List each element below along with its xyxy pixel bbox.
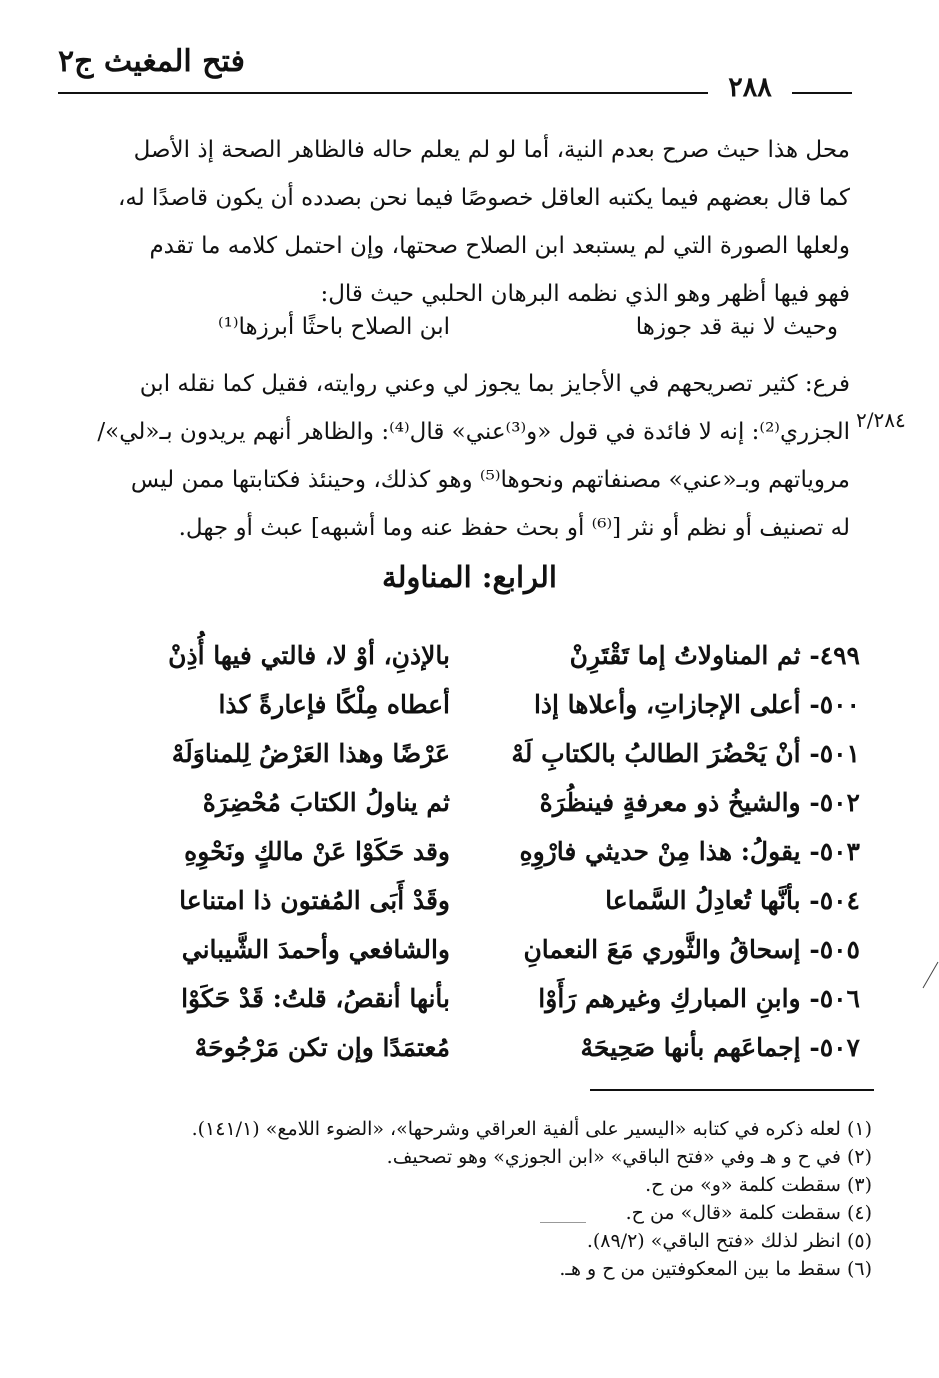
- footnote: (٥) انظر لذلك «فتح الباقي» (٨٩/٢).: [586, 1230, 872, 1252]
- poem-verse: [60, 886, 860, 926]
- poem-verse-right: ٥٠٤- بأنَّها تُعادِلُ السَّماعا: [605, 886, 860, 915]
- poem-verse-right: ٥٠٥- إسحاقُ والثَّوري مَعَ النعمانِ: [523, 935, 860, 964]
- poem-verse-left: والشافعي وأحمدَ الشَّيباني: [181, 935, 450, 964]
- footnote: (٣) سقطت كلمة «و» من ح.: [645, 1174, 872, 1196]
- poem-verse-right: ٥٠٢- والشيخُ ذو معرفةٍ فينظُرَهْ: [539, 788, 860, 817]
- poem-verse: [60, 641, 860, 681]
- poem-verse-left: ثم يناولُ الكتابَ مُحْضِرَهْ: [202, 788, 450, 817]
- poem-verse-right: ٥٠٦- وابنِ المباركِ وغيرهم رَأَوْا: [538, 984, 860, 1013]
- poem-verse-left: بالإذنِ، أوْ لا، فالتي فيها أُذِنْ: [168, 641, 450, 670]
- poem-verse: [60, 690, 860, 730]
- header-rule-right: [792, 92, 852, 94]
- paragraph-2-line: له تصنيف أو نظم أو نثر [⁽⁶⁾ أو بحث حفظ عنه وما أشبهه] عبث أو جهل.: [178, 515, 850, 541]
- poem-verse-right: ٥٠٣- يقولُ: هذا مِنْ حديثي فارْوِهِ: [519, 837, 860, 866]
- poem-verse-right: ٥٠٠- أعلى الإجازاتِ، وأعلاها إذا: [533, 690, 860, 719]
- footnote: (٢) في ح و هـ وفي «فتح الباقي» «ابن الجوزي» وهو تصحيف.: [386, 1146, 872, 1168]
- paragraph-2-line: فرع: كثير تصريحهم في الأجايز بما يجوز لي وعني روايته، فقيل كما نقله ابن: [139, 371, 850, 397]
- paragraph-2-line: الجزري⁽²⁾: إنه لا فائدة في قول «و⁽³⁾عني» قال⁽⁴⁾: والظاهر أنهم يريدون بـ«لي»/: [97, 419, 850, 445]
- footnote: (١) لعله ذكره في كتابه «اليسير على ألفية العراقي وشرحها»، «الضوء اللامع» (١٤١/١).: [191, 1118, 872, 1140]
- verse-second-hemistich: ابن الصلاح باحثًا أبرزها⁽¹⁾: [218, 314, 450, 340]
- paragraph-1-line: ولعلها الصورة التي لم يستبعد ابن الصلاح صحتها، وإن احتمل كلامه ما تقدم: [149, 233, 850, 259]
- running-header-title: فتح المغيث ج٢: [58, 44, 245, 79]
- paragraph-2: [78, 360, 850, 552]
- poem-verse-right: ٤٩٩- ثم المناولاتُ إما تَقْتَرِنْ: [569, 641, 860, 670]
- poem-verse-left: أعطاه مِلْكًا فإعارةً كذا: [218, 690, 450, 719]
- poem-verse: [60, 935, 860, 975]
- paragraph-1: [78, 126, 850, 318]
- footnote-rule: [590, 1089, 874, 1091]
- poem-verse-left: وقد حَكَوْا عَنْ مالكٍ ونَحْوِهِ: [184, 837, 450, 866]
- poem-verse-left: وقَدْ أَبَى المُفتون ذا امتناعا: [179, 886, 450, 915]
- poem-verse-left: مُعتمَدًا وإن تكن مَرْجُوحَهْ: [194, 1033, 450, 1062]
- poem-verse-left: عَرْضًا وهذا العَرْضُ لِلمناوَلَهْ: [171, 739, 450, 768]
- page-number: ٢٨٨: [728, 72, 772, 103]
- poem-verse-right: ٥٠٧- إجماعَهم بأنها صَحِيحَهْ: [580, 1033, 860, 1062]
- poem-verse: [60, 739, 860, 779]
- scan-mark: [923, 962, 939, 988]
- footnote: (٤) سقطت كلمة «قال» من ح.: [625, 1202, 872, 1224]
- poem-verse-left: بأنها أنقصُ، قلتُ: قَدْ حَكَوْا: [181, 984, 450, 1013]
- verse-first-hemistich: وحيث لا نية قد جوزها: [635, 314, 838, 340]
- paragraph-1-line: كما قال بعضهم فيما يكتبه العاقل خصوصًا فيما نحن بصدده أن يكون قاصدًا له،: [117, 185, 850, 211]
- footnote: (٦) سقط ما بين المعكوفتين من ح و هـ.: [559, 1258, 872, 1280]
- paragraph-1-line: محل هذا حيث صرح بعدم النية، أما لو لم يعلم حاله فالظاهر الصحة إذ الأصل: [133, 137, 850, 163]
- poem-verse: [60, 984, 860, 1024]
- poem-verse: [60, 837, 860, 877]
- poem-verse-right: ٥٠١- أنْ يَحْضُرَ الطالبُ بالكتابِ لَهْ: [511, 739, 860, 768]
- paragraph-1-line: فهو فيها أظهر وهو الذي نظمه البرهان الحلبي حيث قال:: [320, 281, 850, 307]
- scan-mark: [540, 1222, 586, 1223]
- paragraph-2-line: مروياتهم وبـ«عني» مصنفاتهم ونحوها⁽⁵⁾ وهو كذلك، وحينئذ فكتابتها ممن ليس: [130, 467, 850, 493]
- poem-verse: [60, 1033, 860, 1073]
- header-rule: [58, 92, 708, 94]
- poem-verse: [60, 788, 860, 828]
- margin-page-reference: ٢/٢٨٤: [856, 408, 906, 432]
- section-heading: الرابع: المناولة: [382, 560, 557, 594]
- footnotes: [160, 1118, 872, 1286]
